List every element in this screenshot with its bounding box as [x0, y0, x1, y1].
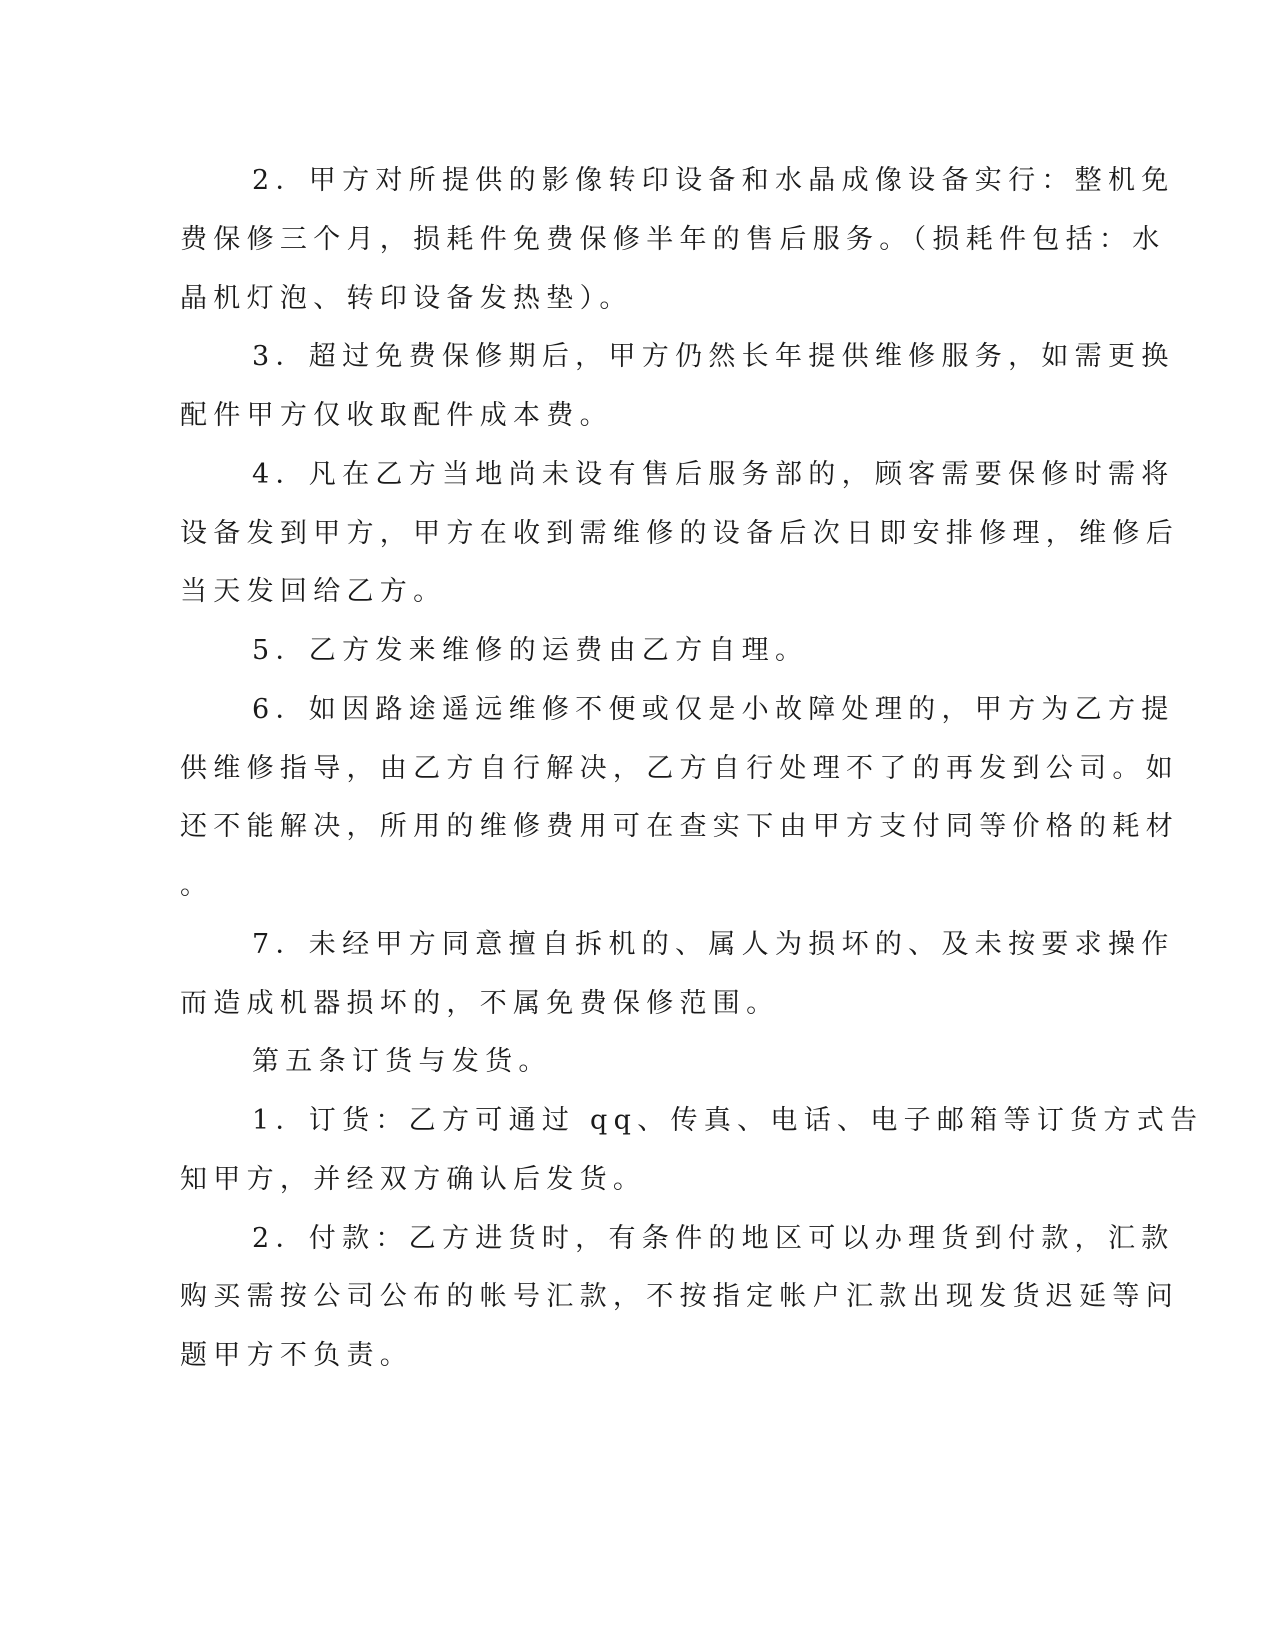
paragraph-line: 6．如因路途遥远维修不便或仅是小故障处理的，甲方为乙方提: [252, 694, 1175, 725]
paragraph-line: 3．超过免费保修期后，甲方仍然长年提供维修服务，如需更换: [252, 341, 1175, 372]
section-heading: 第五条订货与发货。: [252, 1046, 552, 1077]
paragraph-line: 1．订货：乙方可通过 qq、传真、电话、电子邮箱等订货方式告: [252, 1105, 1204, 1136]
paragraph-line: 当天发回给乙方。: [180, 576, 447, 607]
paragraph-line: 费保修三个月，损耗件免费保修半年的售后服务。（损耗件包括：水: [180, 224, 1166, 255]
paragraph-line: 知甲方，并经双方确认后发货。: [180, 1164, 647, 1195]
paragraph-line: 题甲方不负责。: [180, 1340, 414, 1371]
paragraph-line: 购买需按公司公布的帐号汇款，不按指定帐户汇款出现发货迟延等问: [180, 1281, 1179, 1312]
paragraph-line: 设备发到甲方，甲方在收到需维修的设备后次日即安排修理，维修后: [180, 518, 1179, 549]
paragraph-line: 2．付款：乙方进货时，有条件的地区可以办理货到付款，汇款: [252, 1223, 1175, 1254]
paragraph-line: 5．乙方发来维修的运费由乙方自理。: [252, 635, 809, 666]
paragraph-line: 4．凡在乙方当地尚未设有售后服务部的，顾客需要保修时需将: [252, 459, 1175, 490]
paragraph-line: 还不能解决，所用的维修费用可在查实下由甲方支付同等价格的耗材: [180, 811, 1179, 842]
paragraph-line: 。: [180, 870, 214, 901]
paragraph-line: 而造成机器损坏的，不属免费保修范围。: [180, 988, 780, 1019]
paragraph-line: 7．未经甲方同意擅自拆机的、属人为损坏的、及未按要求操作: [252, 929, 1175, 960]
paragraph-line: 配件甲方仅收取配件成本费。: [180, 400, 613, 431]
paragraph-line: 供维修指导，由乙方自行解决，乙方自行处理不了的再发到公司。如: [180, 753, 1179, 784]
paragraph-line: 2．甲方对所提供的影像转印设备和水晶成像设备实行：整机免: [252, 165, 1175, 196]
paragraph-line: 晶机灯泡、转印设备发热垫）。: [180, 283, 633, 314]
